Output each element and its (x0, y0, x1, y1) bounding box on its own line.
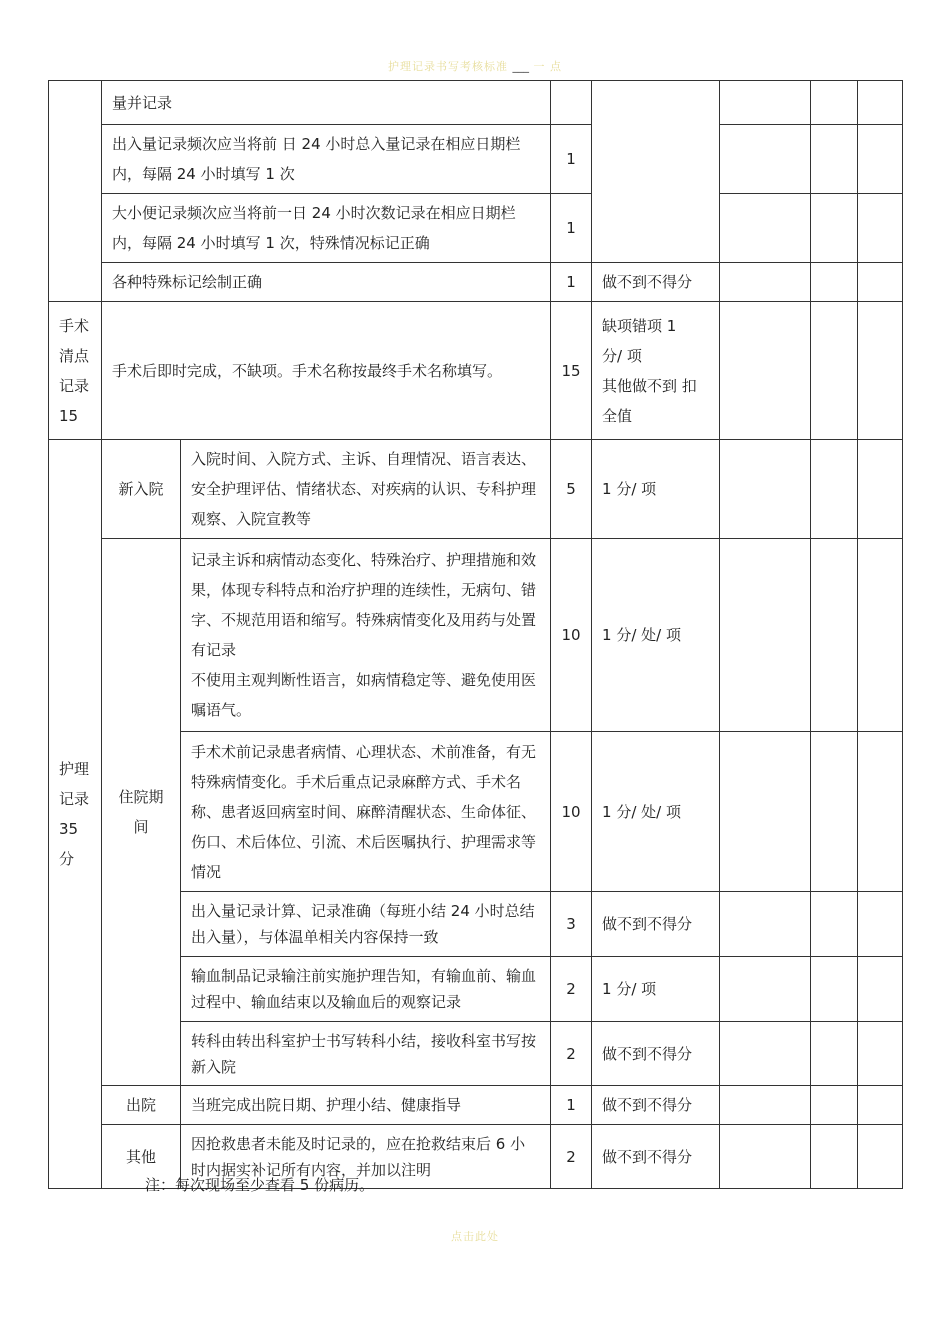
blank-cell (720, 194, 811, 263)
score-cell: 1 (551, 263, 592, 302)
deduction-rule-cell: 1 分/ 项 (592, 440, 720, 539)
blank-cell (720, 539, 811, 732)
deduction-rule-cell: 1 分/ 处/ 项 (592, 539, 720, 732)
section-label-line: 35 (59, 820, 79, 838)
blank-cell (858, 1125, 903, 1189)
blank-cell (811, 263, 858, 302)
deduction-rule-cell: 做不到不得分 (592, 1022, 720, 1086)
section-label-line: 15 (59, 406, 79, 425)
table-row (49, 302, 903, 440)
criteria-text: 当班完成出院日期、护理小结、健康指导 (181, 1086, 551, 1125)
blank-cell (858, 1086, 903, 1125)
deduction-rule-cell: 做不到不得分 (592, 892, 720, 957)
subsection-label: 其他 (102, 1125, 181, 1189)
score-cell: 10 (551, 539, 592, 732)
score-cell: 3 (551, 892, 592, 957)
blank-cell (858, 957, 903, 1022)
section-label-line: 分 (59, 850, 75, 868)
blank-cell (858, 440, 903, 539)
blank-cell (811, 732, 858, 892)
table-row (49, 440, 903, 539)
table-row (49, 1086, 903, 1125)
rule-line: 其他做不到 扣 (602, 376, 697, 395)
deduction-rule-cell (592, 302, 720, 440)
blank-cell (720, 1086, 811, 1125)
rule-line: 缺项错项 1 (602, 316, 677, 335)
score-cell: 1 (551, 1086, 592, 1125)
blank-cell (811, 957, 858, 1022)
blank-cell (720, 1022, 811, 1086)
section-cell-empty (49, 81, 102, 302)
blank-cell (811, 892, 858, 957)
section-surgery-count (49, 302, 102, 440)
blank-cell (811, 81, 858, 125)
blank-cell (720, 957, 811, 1022)
rule-line: 分/ 项 (602, 346, 642, 365)
blank-cell (811, 302, 858, 440)
nursing-record-assessment-table (48, 80, 903, 1189)
score-cell: 10 (551, 732, 592, 892)
blank-cell (720, 125, 811, 194)
deduction-rule-cell: 做不到不得分 (592, 1125, 720, 1189)
blank-cell (858, 1022, 903, 1086)
table-row (49, 125, 903, 194)
blank-cell (720, 440, 811, 539)
blank-cell (811, 1086, 858, 1125)
table-row (49, 81, 903, 125)
deduction-rule-cell: 做不到不得分 (592, 263, 720, 302)
deduction-rule-cell: 做不到不得分 (592, 1086, 720, 1125)
section-label-line: 记录 (59, 790, 90, 808)
blank-cell (858, 194, 903, 263)
deduction-rule-cell: 1 分/ 处/ 项 (592, 732, 720, 892)
score-cell: 1 (551, 194, 592, 263)
header-underline: ___ (512, 60, 529, 73)
score-cell (551, 81, 592, 125)
criteria-text: 量并记录 (102, 81, 551, 125)
blank-cell (720, 263, 811, 302)
score-cell: 15 (551, 302, 592, 440)
blank-cell (858, 263, 903, 302)
criteria-text: 因抢救患者未能及时记录的，应在抢救结束后 6 小时内据实补记所有内容，并加以注明 (181, 1125, 551, 1189)
header-suffix: 一 点 (533, 60, 562, 73)
rule-line: 全值 (602, 406, 633, 425)
criteria-text: 转科由转出科室护士书写转科小结，接收科室书写按新入院 (181, 1022, 551, 1086)
criteria-text: 入院时间、入院方式、主诉、自理情况、语言表达、安全护理评估、情绪状态、对疾病的认识、专科护理观察、入院宣教等 (181, 440, 551, 539)
page-header-watermark (0, 58, 950, 74)
subsection-label: 住院期间 (102, 539, 181, 1086)
criteria-text: 出入量记录计算、记录准确（每班小结 24 小时总结出入量），与体温单相关内容保持一致 (181, 892, 551, 957)
criteria-text: 各种特殊标记绘制正确 (102, 263, 551, 302)
blank-cell (811, 539, 858, 732)
table-row (49, 263, 903, 302)
blank-cell (858, 892, 903, 957)
blank-cell (858, 539, 903, 732)
blank-cell (720, 302, 811, 440)
criteria-paragraph: 不使用主观判断性语言，如病情稳定等、避免使用医嘱语气。 (191, 671, 537, 719)
score-cell: 2 (551, 1022, 592, 1086)
criteria-text: 手术后即时完成，不缺项。手术名称按最终手术名称填写。 (102, 302, 551, 440)
table-row (49, 194, 903, 263)
blank-cell (858, 302, 903, 440)
subsection-label: 新入院 (102, 440, 181, 539)
blank-cell (720, 81, 811, 125)
criteria-text (181, 539, 551, 732)
blank-cell (811, 1022, 858, 1086)
table-row (49, 539, 903, 732)
blank-cell (811, 1125, 858, 1189)
section-label-line: 手术 (59, 316, 90, 335)
blank-cell (720, 1125, 811, 1189)
blank-cell (811, 125, 858, 194)
criteria-text: 大小便记录频次应当将前一日 24 小时次数记录在相应日期栏内，每隔 24 小时填写 1 次，特殊情况标记正确 (102, 194, 551, 263)
header-watermark-text: 护理记录书写考核标准 (388, 60, 508, 73)
deduction-rule-cell: 1 分/ 项 (592, 957, 720, 1022)
section-label-line: 记录 (59, 376, 90, 395)
footnote: 注：每次现场至少查看 5 份病历。 (145, 1176, 375, 1194)
score-cell: 2 (551, 1125, 592, 1189)
section-nursing-record (49, 440, 102, 1189)
criteria-text: 出入量记录频次应当将前 日 24 小时总入量记录在相应日期栏内，每隔 24 小时填写 1 次 (102, 125, 551, 194)
blank-cell (811, 440, 858, 539)
score-cell: 1 (551, 125, 592, 194)
subsection-label: 出院 (102, 1086, 181, 1125)
criteria-text: 输血制品记录输注前实施护理告知，有输血前、输血过程中、输血结束以及输血后的观察记录 (181, 957, 551, 1022)
blank-cell (858, 81, 903, 125)
blank-cell (858, 125, 903, 194)
criteria-text: 手术术前记录患者病情、心理状态、术前准备，有无特殊病情变化。手术后重点记录麻醉方式、手术名称、患者返回病室时间、麻醉清醒状态、生命体征、伤口、术后体位、引流、术后医嘱执行、护理需求等情况 (181, 732, 551, 892)
criteria-paragraph: 记录主诉和病情动态变化、特殊治疗、护理措施和效果，体现专科特点和治疗护理的连续性，无病句、错字、不规范用语和缩写。特殊病情变化及用药与处置有记录 (191, 551, 537, 659)
blank-cell (811, 194, 858, 263)
blank-cell (720, 892, 811, 957)
section-label-line: 护理 (59, 760, 90, 778)
blank-cell (720, 732, 811, 892)
section-label-line: 清点 (59, 346, 90, 365)
deduction-rule-cell (592, 81, 720, 263)
score-cell: 5 (551, 440, 592, 539)
page-footer-watermark: 点击此处 (451, 1230, 499, 1243)
blank-cell (858, 732, 903, 892)
score-cell: 2 (551, 957, 592, 1022)
